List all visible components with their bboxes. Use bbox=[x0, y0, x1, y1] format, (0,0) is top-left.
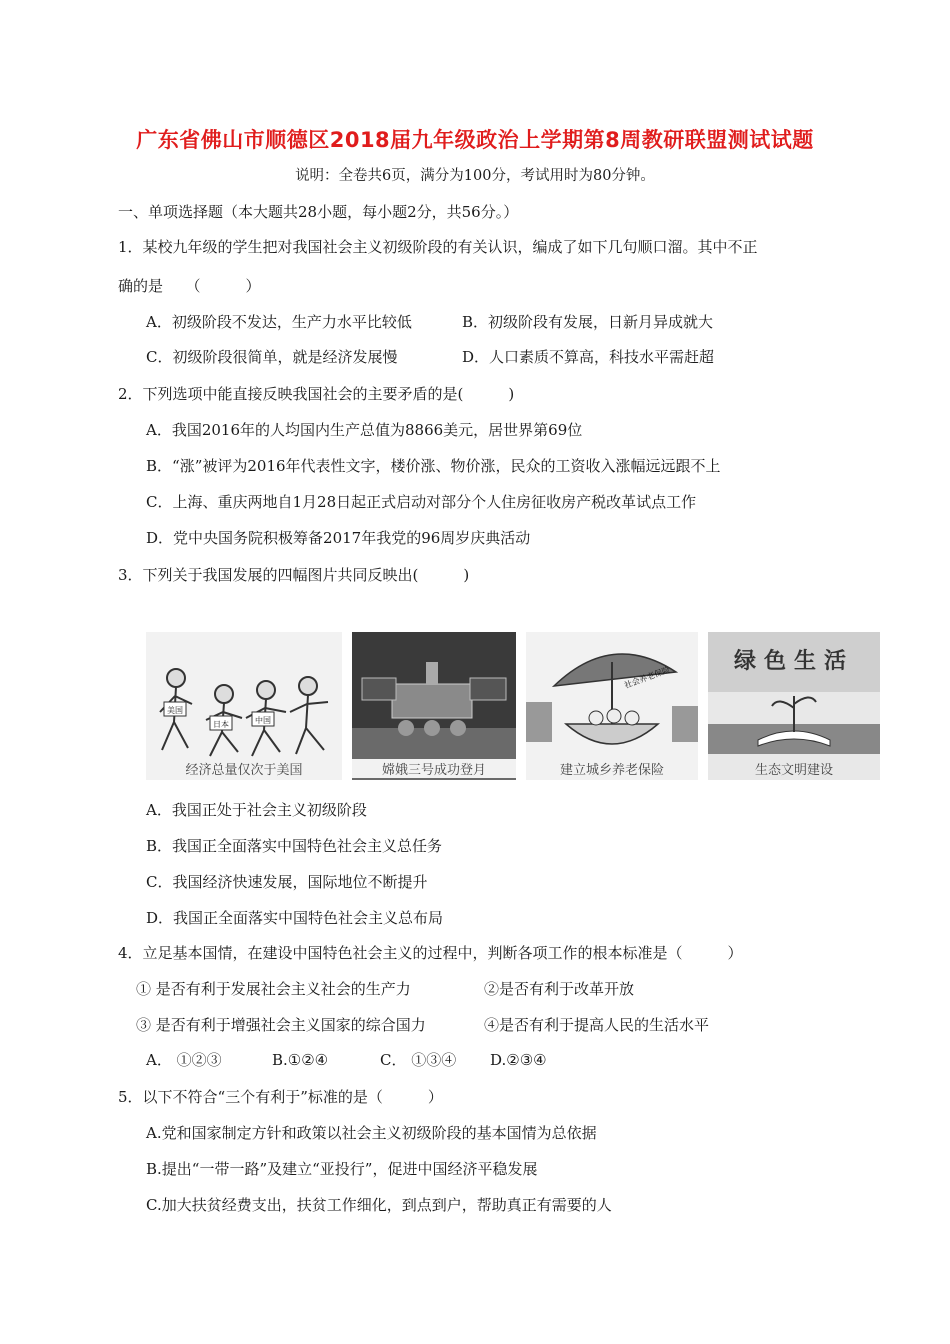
caption-ecology: 生态文明建设 bbox=[754, 763, 833, 778]
umbrella-text: 社会养老保险 bbox=[623, 665, 672, 691]
q4-option-b: B.①②④ bbox=[272, 1051, 329, 1069]
exam-title: 广东省佛山市顺德区2018届九年级政治上学期第8周教研联盟测试试题 bbox=[136, 128, 814, 152]
q1-option-d: D．人口素质不算高，科技水平需赶超 bbox=[462, 348, 715, 366]
caption-economy: 经济总量仅次于美国 bbox=[185, 763, 303, 778]
q1-option-a: A．初级阶段不发达，生产力水平比较低 bbox=[146, 313, 412, 331]
q4-stem: 4．立足基本国情，在建设中国特色社会主义的过程中，判断各项工作的根本标准是（ ） bbox=[118, 944, 743, 962]
q4-item-4: ④是否有利于提高人民的生活水平 bbox=[484, 1016, 710, 1034]
section-heading: 一、单项选择题（本大题共28小题，每小题2分，共56分。） bbox=[118, 203, 519, 221]
picture-economy bbox=[146, 632, 342, 780]
picture-lunar-landing bbox=[352, 632, 516, 780]
runner-label-china: 中国 bbox=[255, 716, 271, 725]
q1-option-c: C．初级阶段很简单，就是经济发展慢 bbox=[146, 348, 398, 366]
runner-label-usa: 美国 bbox=[167, 706, 183, 715]
lunar-rover-illustration bbox=[352, 632, 516, 780]
picture-pension bbox=[526, 632, 698, 780]
q3-option-a: A．我国正处于社会主义初级阶段 bbox=[146, 801, 367, 819]
q4-option-d: D.②③④ bbox=[490, 1051, 547, 1069]
q3-option-d: D．我国正全面落实中国特色社会主义总布局 bbox=[146, 909, 444, 927]
q4-item-3: ③ 是否有利于增强社会主义国家的综合国力 bbox=[136, 1016, 426, 1034]
q4-option-a: A． ①②③ bbox=[146, 1051, 222, 1069]
umbrella-illustration bbox=[526, 632, 698, 780]
q3-option-c: C．我国经济快速发展，国际地位不断提升 bbox=[146, 873, 428, 891]
q4-item-1: ① 是否有利于发展社会主义社会的生产力 bbox=[136, 980, 411, 998]
green-life-banner: 绿色生活 bbox=[733, 649, 855, 674]
q3-option-b: B．我国正全面落实中国特色社会主义总任务 bbox=[146, 837, 443, 855]
q2-option-a: A．我国2016年的人均国内生产总值为8866美元，居世界第69位 bbox=[146, 421, 583, 439]
q2-stem: 2．下列选项中能直接反映我国社会的主要矛盾的是( ) bbox=[118, 385, 515, 403]
runner-label-japan: 日本 bbox=[213, 720, 229, 729]
q5-option-a: A.党和国家制定方针和政策以社会主义初级阶段的基本国情为总依据 bbox=[146, 1124, 597, 1142]
q3-stem: 3．下列关于我国发展的四幅图片共同反映出( ) bbox=[118, 566, 470, 584]
q2-option-b: B．“涨”被评为2016年代表性文字，楼价涨、物价涨，民众的工资收入涨幅远远跟不上 bbox=[146, 457, 721, 475]
caption-lunar: 嫦娥三号成功登月 bbox=[352, 759, 516, 778]
q5-option-b: B.提出“一带一路”及建立“亚投行”，促进中国经济平稳发展 bbox=[146, 1160, 538, 1178]
q1-option-b: B．初级阶段有发展，日新月异成就大 bbox=[462, 313, 714, 331]
runners-illustration bbox=[146, 632, 342, 780]
q1-stem-line1: 1．某校九年级的学生把对我国社会主义初级阶段的有关认识，编成了如下几句顺口溜。其中不正 bbox=[118, 238, 758, 256]
green-life-illustration bbox=[708, 632, 880, 780]
caption-pension: 建立城乡养老保险 bbox=[559, 763, 664, 778]
q3-picture-strip bbox=[146, 632, 880, 780]
q2-option-d: D．党中央国务院积极筹备2017年我党的96周岁庆典活动 bbox=[146, 529, 531, 547]
q4-option-c: C． ①③④ bbox=[380, 1051, 457, 1069]
q4-item-2: ②是否有利于改革开放 bbox=[484, 980, 635, 998]
q2-option-c: C．上海、重庆两地自1月28日起正式启动对部分个人住房征收房产税改革试点工作 bbox=[146, 493, 697, 511]
q1-stem-line2: 确的是 （ ） bbox=[118, 277, 261, 295]
picture-ecology bbox=[708, 632, 880, 780]
q5-option-c: C.加大扶贫经费支出，扶贫工作细化，到点到户，帮助真正有需要的人 bbox=[146, 1196, 612, 1214]
q5-stem: 5．以下不符合“三个有利于”标准的是（ ） bbox=[118, 1088, 443, 1106]
exam-note: 说明：全卷共6页，满分为100分，考试用时为80分钟。 bbox=[295, 168, 655, 184]
